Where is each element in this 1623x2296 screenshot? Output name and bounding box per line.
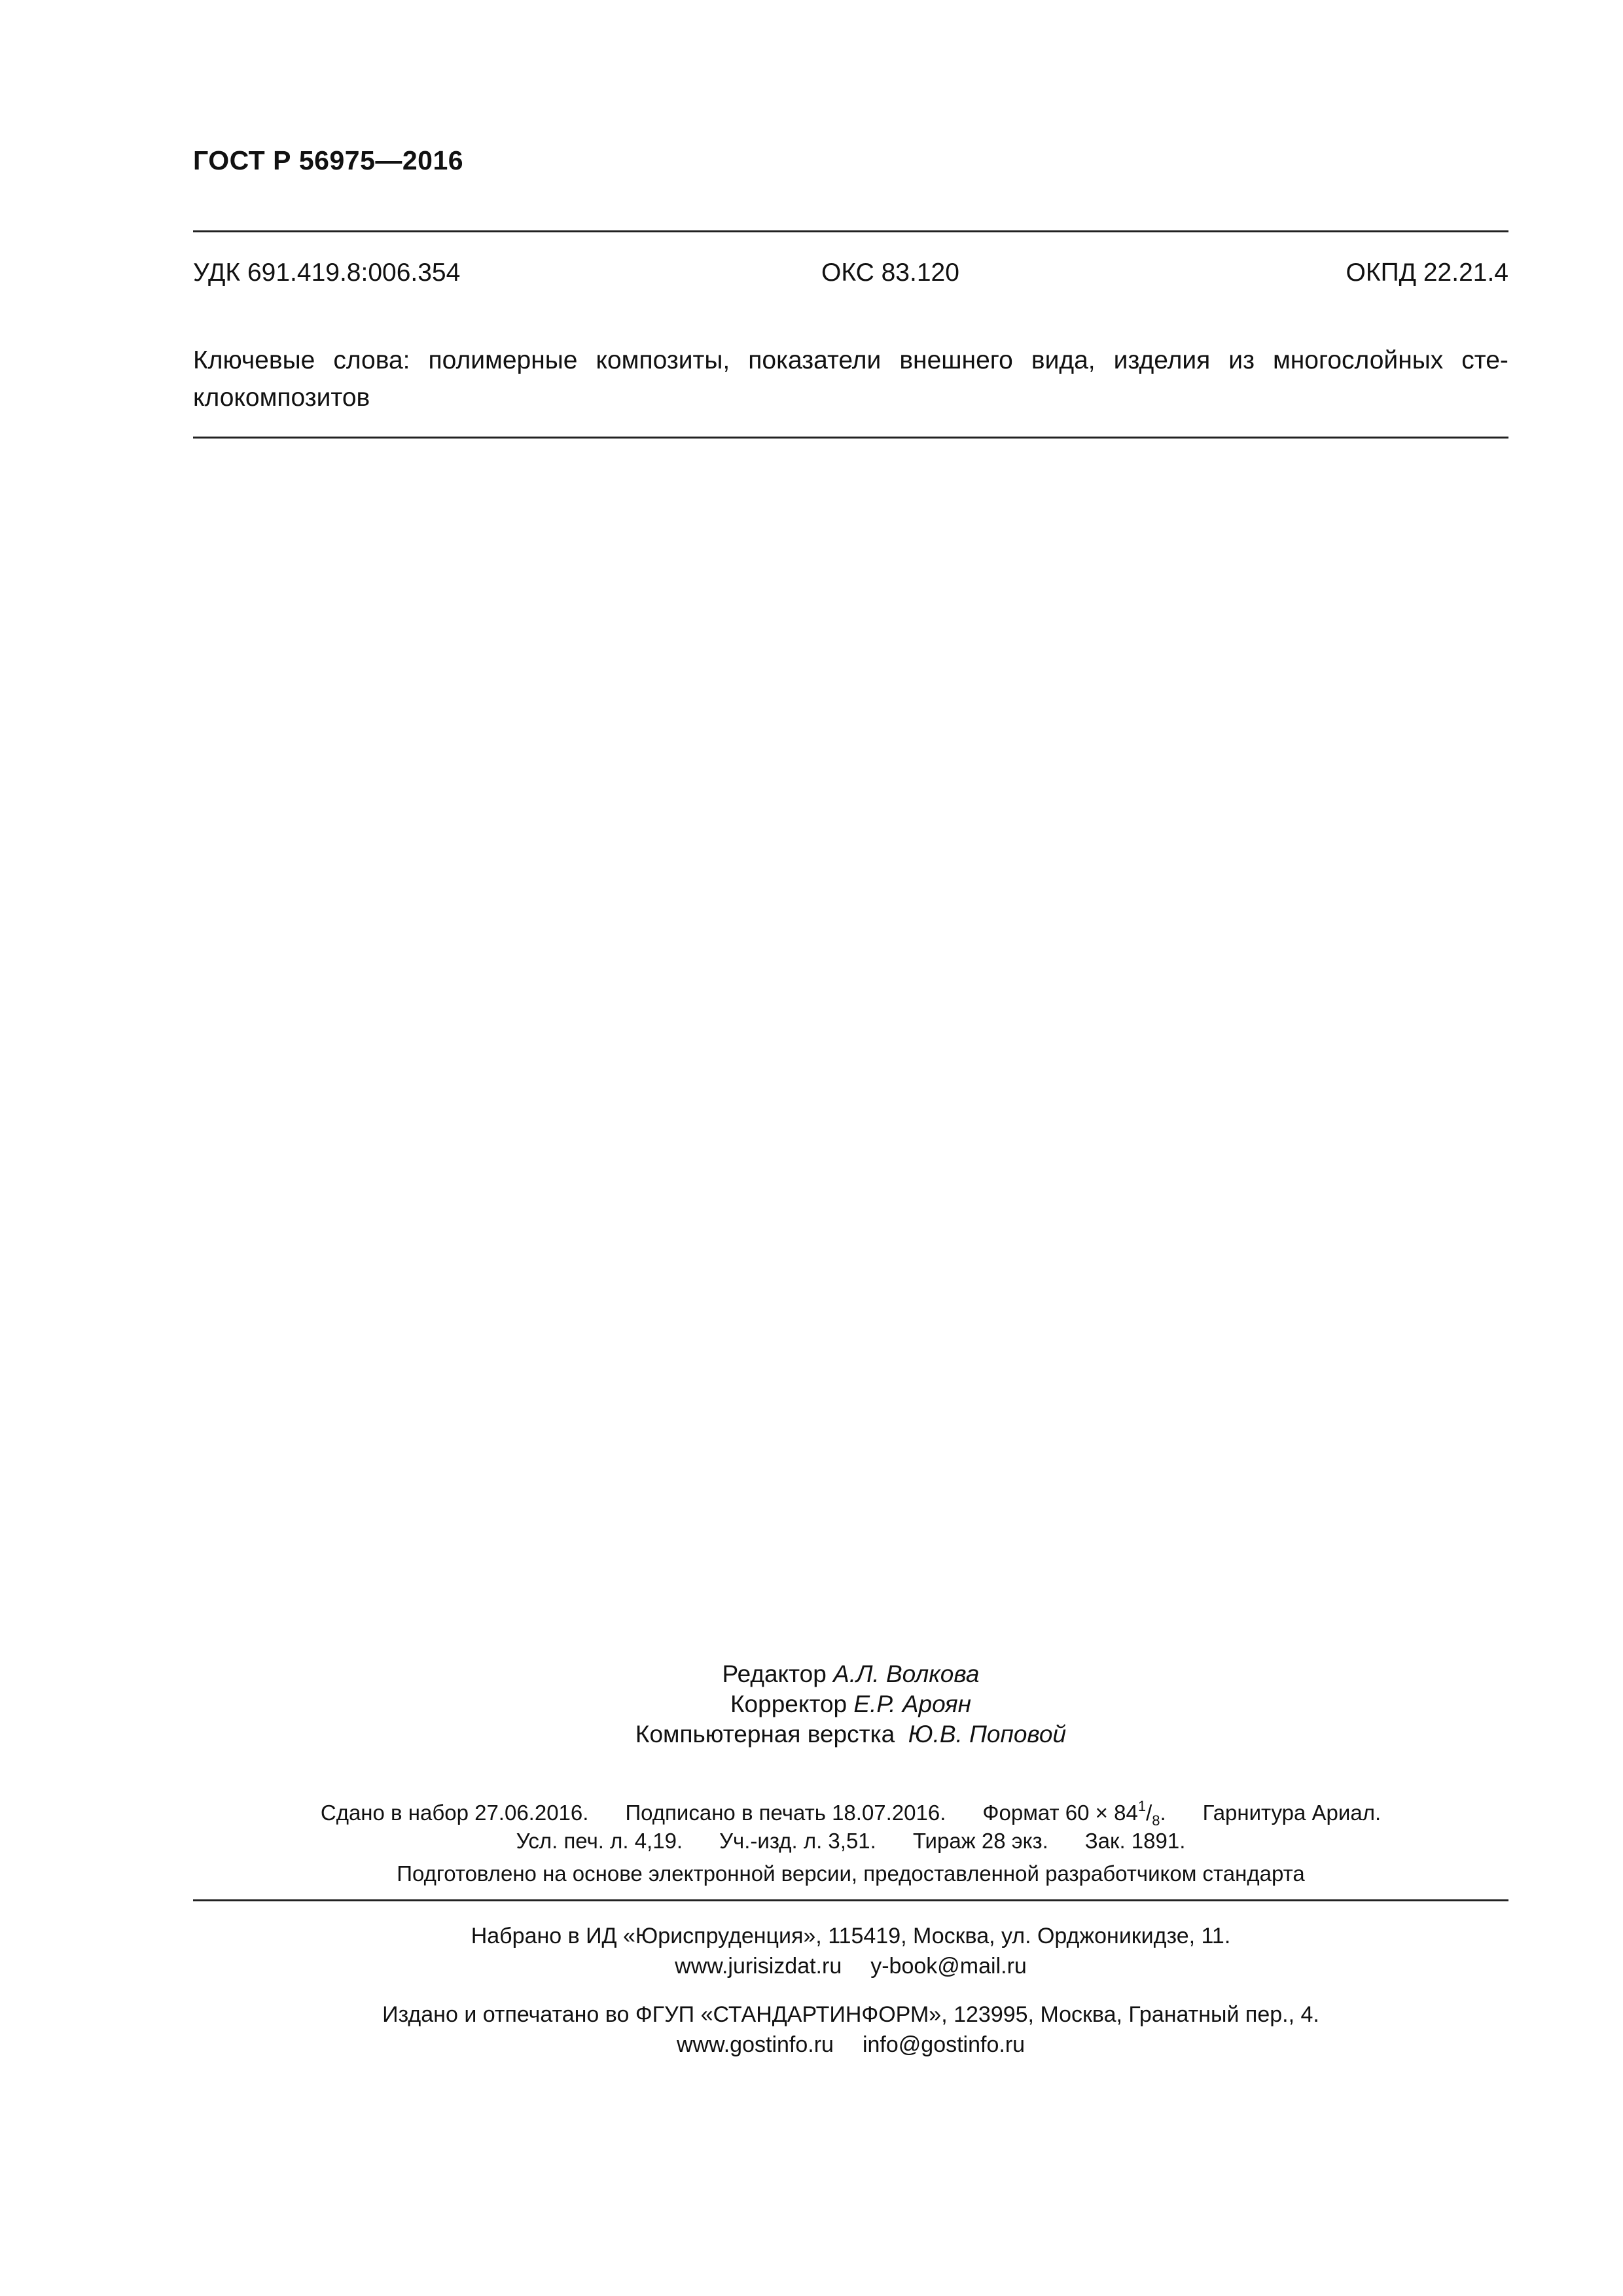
- typesetter-site: www.jurisizdat.ru: [675, 1954, 842, 1979]
- editor-label: Редактор: [722, 1660, 827, 1687]
- keyword-word: композиты,: [596, 346, 730, 374]
- publisher-email: info@gostinfo.ru: [862, 2032, 1026, 2057]
- publisher-contacts: [193, 2030, 1508, 2060]
- keyword-word: слова:: [333, 346, 410, 374]
- keyword-word: из: [1228, 346, 1255, 374]
- typesetter-email: y-book@mail.ru: [870, 1954, 1027, 1979]
- keyword-word: показатели: [748, 346, 882, 374]
- keyword-word: изделия: [1113, 346, 1211, 374]
- signed-date: Подписано в печать 18.07.2016.: [625, 1801, 946, 1825]
- keyword-word: сте-: [1461, 346, 1508, 374]
- keyword-word: полимерные: [428, 346, 578, 374]
- typeface: Гарнитура Ариал.: [1202, 1801, 1382, 1825]
- keyword-word: внешнего: [899, 346, 1013, 374]
- imprint-rule: [193, 1899, 1508, 1901]
- format-end: .: [1160, 1801, 1166, 1825]
- corrector-name: Е.Р. Ароян: [853, 1691, 972, 1717]
- format-slash: /: [1146, 1801, 1152, 1825]
- keyword-word: Ключевые: [193, 346, 315, 374]
- keyword-word: вида,: [1031, 346, 1096, 374]
- classification-row: [193, 259, 1508, 287]
- publisher-site: www.gostinfo.ru: [676, 2032, 834, 2057]
- circulation: Тираж 28 экз.: [912, 1829, 1048, 1853]
- typesetter-contacts: [193, 1951, 1508, 1981]
- format-denominator: 8: [1152, 1812, 1160, 1829]
- corrector-label: Корректор: [730, 1691, 847, 1717]
- keywords-line-2: клокомпозитов: [193, 384, 370, 412]
- keywords-line-1: [193, 342, 1508, 379]
- order-number: Зак. 1891.: [1084, 1829, 1186, 1853]
- typesetter-line: Набрано в ИД «Юриспруденция», 115419, Москва, ул. Орджоникидзе, 11.: [471, 1924, 1231, 1948]
- layout-name: Ю.В. Поповой: [908, 1721, 1067, 1748]
- typeset-date: Сдано в набор 27.06.2016.: [320, 1801, 589, 1825]
- pub-sheets: Уч.-изд. л. 3,51.: [719, 1829, 876, 1853]
- layout-line: [193, 1719, 1508, 1749]
- layout-label: Компьютерная верстка: [635, 1721, 895, 1748]
- credits-block: [193, 1659, 1508, 1749]
- editor-line: [193, 1659, 1508, 1689]
- print-sheets: Усл. печ. л. 4,19.: [516, 1829, 683, 1853]
- typesetter-block: [193, 1921, 1508, 1981]
- format-info: [982, 1798, 1166, 1829]
- okpd-code: ОКПД 22.21.4: [1346, 259, 1508, 287]
- keywords-block: [193, 342, 1508, 416]
- publisher-line: Издано и отпечатано во ФГУП «СТАНДАРТИНФОРМ», 123995, Москва, Гранатный пер., 4.: [382, 2002, 1319, 2027]
- publisher-block: [193, 2000, 1508, 2060]
- format-prefix: Формат 60 × 84: [982, 1801, 1138, 1825]
- keyword-word: многослойных: [1272, 346, 1444, 374]
- corrector-line: [193, 1689, 1508, 1719]
- publication-line-3: Подготовлено на основе электронной версии, предоставленной разработчиком стандарта: [397, 1861, 1305, 1886]
- udk-code: УДК 691.419.8:006.354: [193, 259, 461, 287]
- editor-name: А.Л. Волкова: [833, 1660, 980, 1687]
- publication-line-2: [193, 1825, 1508, 1857]
- oks-code: ОКС 83.120: [821, 259, 959, 287]
- keywords-rule: [193, 437, 1508, 439]
- top-rule: [193, 230, 1508, 232]
- standard-number: ГОСТ Р 56975—2016: [193, 145, 464, 175]
- format-numerator: 1: [1137, 1798, 1147, 1814]
